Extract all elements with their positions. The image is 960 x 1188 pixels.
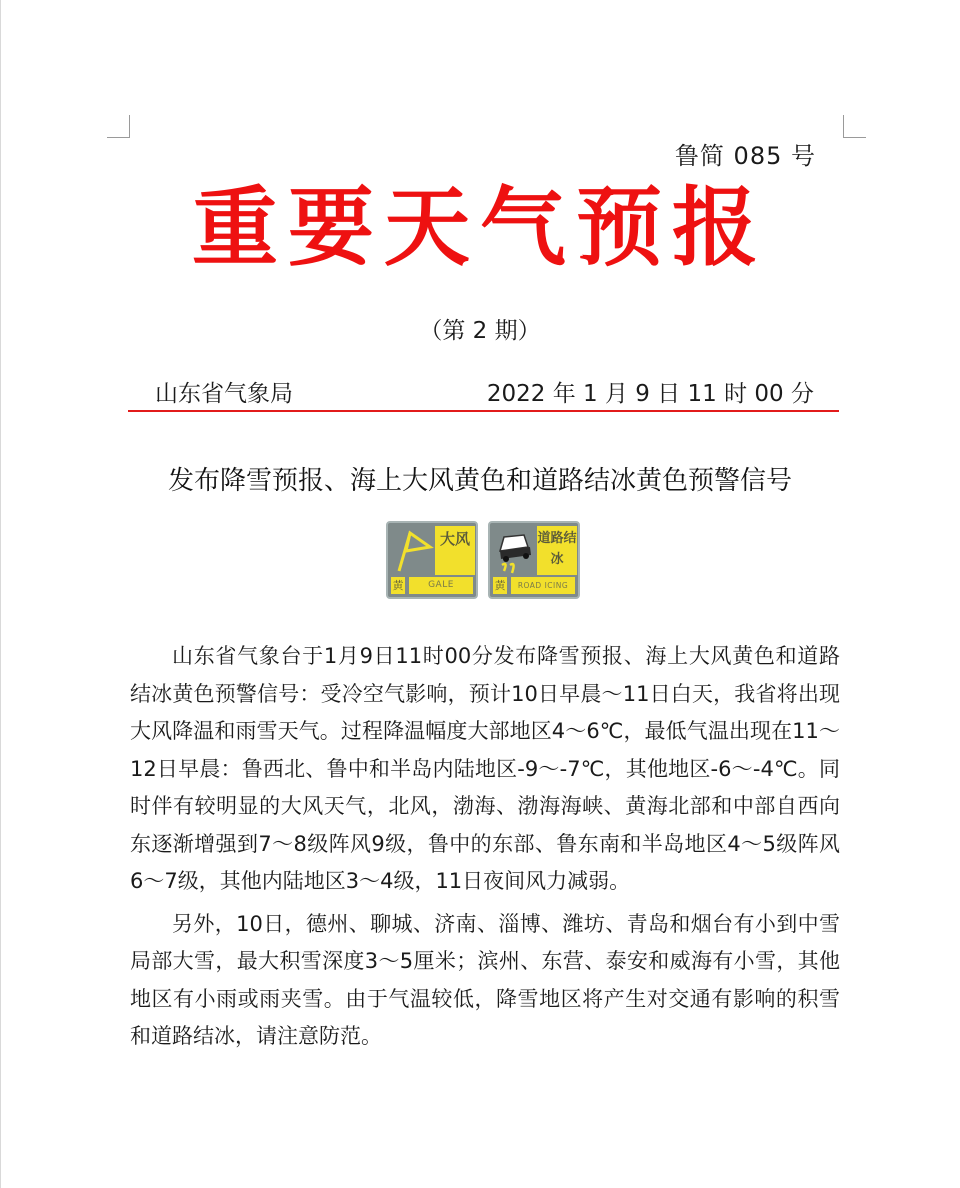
signal-level-char: 黄: [494, 579, 506, 592]
warning-signals: [386, 521, 580, 599]
red-divider: [128, 410, 839, 412]
margin-corner-top-left: [107, 115, 130, 138]
skidding-car-icon: [492, 525, 538, 577]
main-title: 重要天气预报: [192, 178, 768, 278]
signal-level-en: GALE: [409, 577, 473, 594]
paragraph: 山东省气象台于1月9日11时00分发布降雪预报、海上大风黄色和道路结冰黄色预警信号：受冷空气影响，预计10日早晨～11日白天，我省将出现大风降温和雨雪天气。过程降温幅度大部地区4～6℃，最低气温出现在11～12日早晨：鲁西北、鲁中和半岛内陆地区-9～-7℃，其他地区-6～-4℃。同时伴有较明显的大风天气，北风，渤海、渤海海峡、黄海北部和中部自西向东逐渐增强到7～8级阵风9级，鲁中的东部、鲁东南和半岛地区4～5级阵风6～7级，其他内陆地区3～4级，11日夜间风力减弱。: [130, 644, 840, 893]
forecast-body: [130, 638, 840, 1061]
signal-label: 道路结冰: [537, 526, 577, 575]
headline: 发布降雪预报、海上大风黄色和道路结冰黄色预警信号: [167, 466, 792, 496]
issue-datetime: 2022 年 1 月 9 日 11 时 00 分: [486, 381, 814, 407]
issue-number: （第 2 期）: [419, 318, 541, 344]
signal-level-char: 黄: [392, 579, 404, 592]
wind-flag-icon: [390, 525, 436, 577]
paragraph: 另外，10日，德州、聊城、济南、淄博、潍坊、青岛和烟台有小到中雪局部大雪，最大积雪深度3～5厘米；滨州、东营、泰安和威海有小雪，其他地区有小雨或雨夹雪。由于气温较低，降雪地区将产生对交通有影响的积雪和道路结冰，请注意防范。: [130, 911, 840, 1048]
road-icing-warning-signal: [488, 521, 580, 599]
signal-level-en: ROAD ICING: [511, 577, 575, 594]
margin-corner-top-right: [843, 115, 866, 138]
signal-label: 大风: [435, 526, 475, 575]
issuing-agency: 山东省气象局: [155, 381, 293, 407]
gale-warning-signal: [386, 521, 478, 599]
document-number: 鲁简 085 号: [674, 142, 816, 170]
